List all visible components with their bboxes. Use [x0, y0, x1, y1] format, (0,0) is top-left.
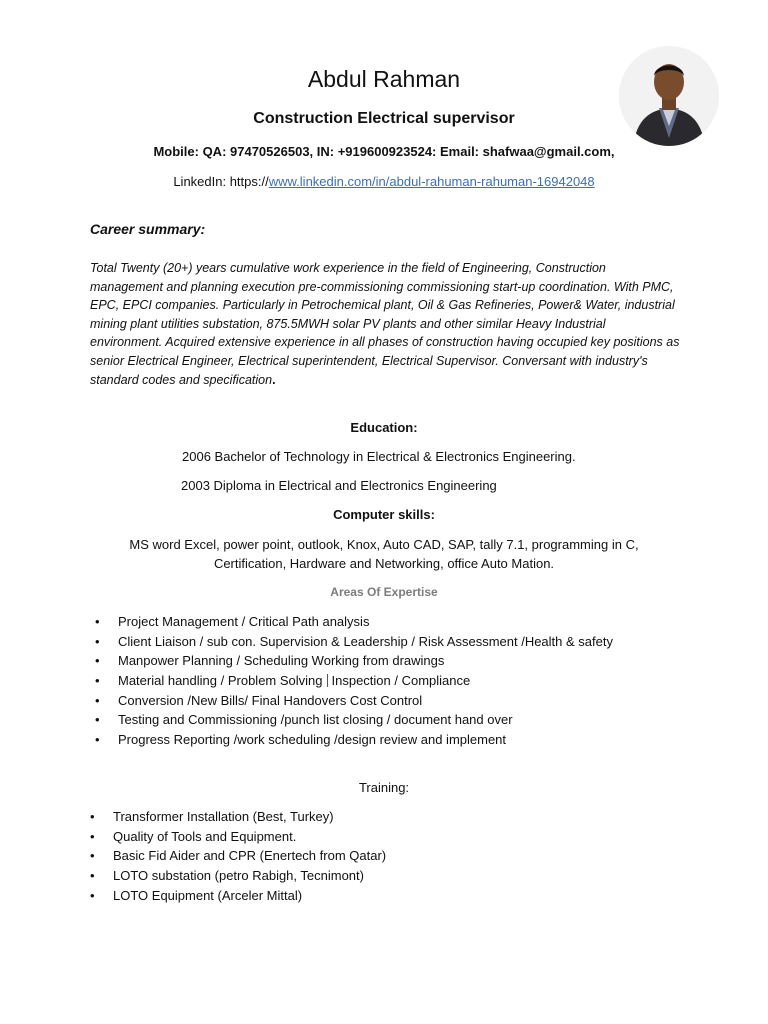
- training-item: Quality of Tools and Equipment.: [113, 828, 297, 844]
- bullet-icon: •: [95, 692, 100, 708]
- bullet-icon: •: [95, 653, 100, 669]
- expertise-title: Areas Of Expertise: [330, 585, 438, 599]
- linkedin-line: [0, 174, 768, 189]
- list-item: [90, 807, 386, 827]
- bullet-icon: •: [95, 614, 100, 629]
- career-summary-end: .: [272, 372, 276, 387]
- bullet-icon: •: [95, 673, 100, 689]
- computer-skills-title: Computer skills:: [333, 507, 435, 522]
- list-item: [95, 612, 613, 632]
- career-summary-title: Career summary:: [90, 221, 206, 237]
- candidate-name: Abdul Rahman: [307, 66, 461, 92]
- list-item: [95, 671, 613, 691]
- bullet-icon: •: [95, 633, 100, 649]
- job-title: Construction Electrical supervisor: [253, 110, 515, 127]
- list-item: [90, 866, 386, 886]
- contact-line: Mobile: QA: 97470526503, IN: +919600923524: Email: shafwaa@gmail.com,: [153, 144, 615, 159]
- expertise-item: Manpower Planning / Scheduling Working from drawings: [118, 653, 445, 669]
- expertise-item: Progress Reporting /work scheduling /design review and implement: [118, 732, 507, 748]
- list-item: [90, 846, 386, 866]
- profile-photo: [619, 46, 719, 146]
- list-item: [95, 710, 613, 730]
- computer-skills-text: MS word Excel, power point, outlook, Knox, Auto CAD, SAP, tally 7.1, programming in C, Certification, Hardware and Networking, office Auto Mation.: [129, 537, 639, 571]
- training-item: LOTO substation (petro Rabigh, Tecnimont): [113, 868, 364, 884]
- bullet-icon: •: [90, 887, 95, 903]
- expertise-item: Testing and Commissioning /punch list closing / document hand over: [118, 712, 513, 728]
- training-list: [90, 807, 386, 905]
- bullet-icon: •: [90, 868, 95, 884]
- list-item: [95, 691, 613, 711]
- expertise-item: Client Liaison / sub con. Supervision & Leadership / Risk Assessment /Health & safety: [118, 633, 613, 649]
- list-item: [90, 827, 386, 847]
- expertise-item: Material handling / Problem Solving: [118, 673, 323, 689]
- linkedin-prefix: LinkedIn: https://: [173, 174, 269, 189]
- list-item: [90, 886, 386, 906]
- separator-bar: [327, 674, 328, 687]
- training-item: Basic Fid Aider and CPR (Enertech from Qatar): [113, 848, 387, 864]
- bullet-icon: •: [90, 848, 95, 864]
- linkedin-link[interactable]: www.linkedin.com/in/abdul-rahuman-rahuman-16942048: [268, 174, 595, 189]
- training-title: Training:: [358, 780, 410, 795]
- expertise-item: Project Management / Critical Path analysis: [118, 614, 370, 629]
- list-item: [95, 730, 613, 750]
- bullet-icon: •: [95, 712, 100, 728]
- list-item: [95, 651, 613, 671]
- training-item: LOTO Equipment (Arceler Mittal): [113, 887, 303, 903]
- education-item: 2006 Bachelor of Technology in Electrical & Electronics Engineering.: [182, 449, 576, 464]
- education-title: Education:: [350, 420, 418, 435]
- career-summary-body: Total Twenty (20+) years cumulative work experience in the field of Engineering, Construction management and planning execution pre-commissioning commissioning start-up coordination. With PMC, EPC, EPCI companies. Particularly in Petrochemical plant, Oil & Gas Refineries, Power& Water, industrial mining plant utilities substation, 875.5MWH solar PV plants and other similar Heavy Industrial environment. Acquired extensive experience in all phases of construction having occupied key positions as senior Electrical Engineer, Electrical superintendent, Electrical Supervisor. Conversant with industry's standard codes and specification: [90, 261, 680, 387]
- expertise-list: [95, 612, 613, 750]
- expertise-item: Inspection / Compliance: [331, 673, 471, 689]
- career-summary-text: [90, 259, 680, 389]
- expertise-item: Conversion /New Bills/ Final Handovers Cost Control: [118, 692, 423, 708]
- list-item: [95, 632, 613, 652]
- bullet-icon: •: [90, 809, 95, 824]
- bullet-icon: •: [90, 828, 95, 844]
- education-item: 2003 Diploma in Electrical and Electronics Engineering: [181, 478, 497, 493]
- training-item: Transformer Installation (Best, Turkey): [113, 809, 334, 824]
- bullet-icon: •: [95, 732, 100, 748]
